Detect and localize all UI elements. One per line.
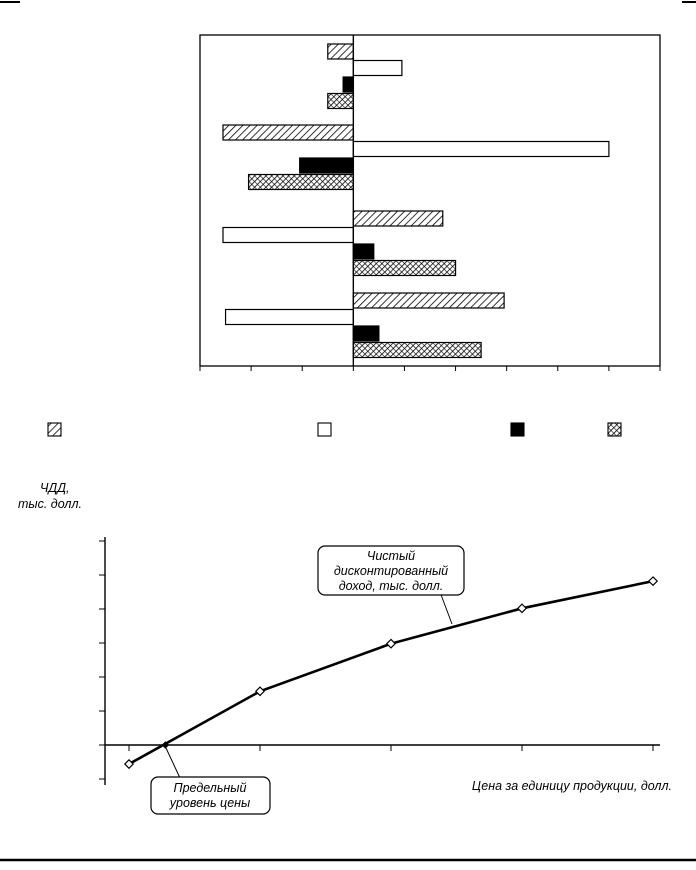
y-axis-title-line-1: ЧДД,	[40, 481, 70, 495]
bar-3-series-3	[353, 244, 373, 259]
npv-line-chart	[18, 481, 672, 814]
x-axis-title: Цена за единицу продукции, долл.	[471, 779, 672, 793]
bar-3-series-2	[223, 228, 353, 243]
y-axis-title-line-2: тыс. долл.	[18, 497, 82, 511]
threshold-callout-line-1: Предельный	[173, 781, 247, 795]
npv-data-point-3	[387, 639, 395, 647]
npv-callout-pointer	[440, 592, 452, 624]
bar-1-series-3	[343, 77, 353, 92]
npv-callout-line-2: дисконтированный	[333, 564, 449, 578]
npv-series-line	[129, 581, 653, 764]
npv-callout-line-1: Чистый	[366, 549, 416, 563]
sensitivity-bar-chart	[48, 35, 660, 436]
legend-swatch-2	[318, 423, 331, 436]
bar-2-series-3	[300, 158, 354, 173]
bar-3-series-1	[353, 211, 442, 226]
npv-data-point-5	[649, 577, 657, 585]
bar-4-series-2	[226, 310, 354, 325]
bar-2-series-1	[223, 125, 353, 140]
legend-swatch-3	[511, 423, 524, 436]
bar-1-series-2	[353, 61, 402, 76]
bar-1-series-1	[328, 44, 354, 59]
bar-4-series-4	[353, 343, 481, 358]
bar-4-series-3	[353, 326, 379, 341]
threshold-callout-line-2: уровень цены	[169, 796, 251, 810]
bar-3-series-4	[353, 261, 455, 276]
legend-swatch-1	[48, 423, 61, 436]
threshold-callout-pointer	[166, 748, 180, 778]
bar-2-series-2	[353, 142, 609, 157]
npv-callout-line-3: доход, тыс. долл.	[338, 579, 444, 593]
bar-4-series-1	[353, 293, 504, 308]
npv-data-point-4	[518, 604, 526, 612]
bar-2-series-4	[249, 175, 354, 190]
bar-1-series-4	[328, 94, 354, 109]
legend-swatch-4	[608, 423, 621, 436]
